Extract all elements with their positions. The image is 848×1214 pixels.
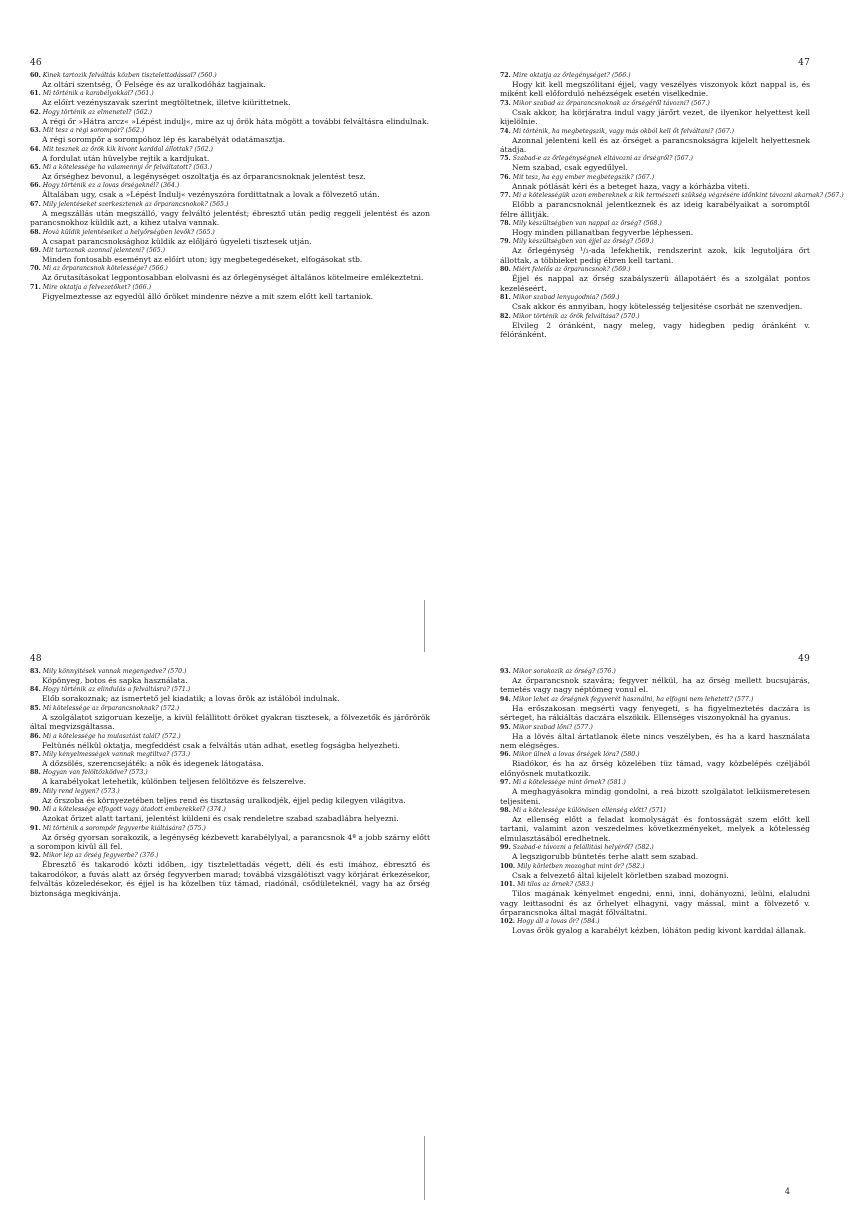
page-body	[500, 668, 810, 937]
qa-entry	[500, 844, 810, 861]
question-text: Mi a kötelessége különösen ellenség előtt? (571)	[512, 807, 666, 815]
qa-entry	[500, 128, 810, 155]
question-line	[500, 72, 810, 80]
answer-text: Az őrutasításokat legpontosabban elolvasni és az őrlegénységet általános kötelmeire emlékeztetni.	[42, 273, 424, 283]
question-text: Mikor szabad az őrparancsnoknak az őrségéről távozni? (567.)	[512, 99, 710, 107]
answer-text: Azokat őrizet alatt tartani, jelentést küldeni és csak rendeletre szabad szabadlábra helyezni.	[42, 814, 399, 824]
question-text: Mi történik a sorompőr fegyverbe kiáltására? (575.)	[42, 824, 206, 832]
qa-entry	[500, 881, 810, 917]
qa-entry	[500, 220, 810, 237]
answer-text: Általában ugy, csak a »Lépést Indulj« vezényszóra fordittatnak a lovak a fölvezető után.	[42, 190, 380, 200]
page-48	[30, 654, 430, 1214]
signature-mark: 4	[784, 1187, 790, 1196]
question-line	[30, 265, 430, 273]
question-text: Mi a kötelessége ha valamennyi őr felváltatott? (563.)	[42, 164, 212, 172]
answer-text: Éjjel és nappal az őrség szabályszerü állapotáért és a szolgálat pontos kezeléseért.	[500, 274, 810, 293]
question-text: Mi tilos az őrnek? (583.)	[517, 881, 594, 889]
question-line	[500, 155, 810, 163]
question-line	[30, 668, 430, 676]
qa-entry	[500, 238, 810, 265]
qa-entry	[30, 164, 430, 181]
qa-entry	[30, 229, 430, 246]
question-text: Mikor ülnek a lovas őrségek lóra? (580.)	[512, 751, 640, 759]
qa-entry	[500, 807, 810, 843]
answer-text: Az őrszoba és környezetében teljes rend és tisztaság uralkodjék, éjjel pedig kilegyen világitva.	[42, 795, 406, 805]
gutter-line	[424, 1136, 425, 1200]
qa-entry	[500, 174, 810, 191]
question-line	[30, 201, 430, 209]
qa-entry	[30, 201, 430, 228]
answer-text: A legszigorubb büntetés terhe alatt sem szabad.	[512, 852, 699, 862]
question-text: Mily körletben mozoghat mint őr? (582.)	[517, 862, 645, 870]
page-number: 49	[798, 654, 810, 664]
qa-entry	[30, 705, 430, 732]
question-text: Hogy történik ez a lovas őrségeknél? (364.)	[42, 182, 180, 190]
question-text: Mily készültségben van éjjel az őrség? (569.)	[512, 238, 654, 246]
question-text: Mit tesznek az őrök kik kivont karddal állottak? (562.)	[42, 145, 213, 153]
qa-entry	[500, 72, 810, 99]
question-text: Mily rend legyen? (573.)	[42, 787, 120, 795]
question-line	[500, 863, 810, 871]
answer-text: A karabélyokat letehetik, különben teljesen felöltözve és felszerelve.	[42, 777, 306, 787]
question-text: Mi az őrparancsnok kötelessége? (566.)	[42, 265, 168, 273]
question-number: 63.	[30, 127, 41, 135]
question-text: Mit tesz a régi sorompór? (562.)	[42, 127, 145, 135]
page-47	[500, 58, 844, 618]
question-number: 102.	[500, 918, 516, 926]
qa-entry	[30, 825, 430, 852]
question-text: Mikor lép az őrség fegyverbe? (376.)	[42, 852, 159, 860]
page-body	[500, 72, 844, 340]
question-text: Hogy történik az elmenetel? (562.)	[42, 108, 153, 116]
answer-text: A régi őr »Hátra arcz« »Lépést indulj«, mire az uj őrök háta mögött a további felváltásra elindulnak.	[42, 116, 429, 126]
answer-text: A dőzsölés, szerencsejáték: a nők és idegenek látogatása.	[42, 759, 264, 769]
answer-text: Csak a felvezető által kijelelt körletben szabad mozogni.	[512, 870, 729, 880]
question-line	[30, 229, 430, 237]
question-number: 100.	[500, 862, 516, 870]
question-line	[500, 779, 810, 787]
question-number: 88.	[30, 769, 41, 777]
question-line	[30, 164, 430, 172]
question-line	[500, 696, 810, 704]
question-line	[30, 686, 430, 694]
question-line	[500, 668, 810, 676]
question-text: Mikor lehet az őrségnek fegyverét használni, ha elfogni nem lehetett? (577.)	[512, 695, 754, 703]
answer-text: A fordulat után hüvelybe rejtik a kardjukat.	[42, 153, 210, 163]
question-text: Mikor sorakozik az őrség? (576.)	[512, 668, 616, 675]
answer-text: Ha a lövés által ártatlanok élete nincs veszélyben, és ha a kard használata nem elégséges.	[500, 731, 810, 751]
question-line	[30, 146, 430, 154]
answer-text: A csapat parancsnoksághoz küldik az előljáró ügyeleti tisztesek utján.	[42, 236, 312, 246]
question-number: 76.	[500, 173, 511, 181]
question-number: 84.	[30, 686, 41, 694]
question-line	[500, 724, 810, 732]
question-text: Mire oktatja az őrlegénységet? (566.)	[512, 72, 631, 79]
question-line	[500, 128, 810, 136]
question-text: Kinek tartozik felváltás közben tisztelettadással? (560.)	[42, 72, 217, 79]
question-line	[30, 284, 430, 292]
answer-text: Az előírt vezényszavak szerint megtöltetnek, illetve kiürittetnek.	[42, 98, 291, 108]
gutter-line	[424, 600, 425, 652]
question-number: 79.	[500, 238, 511, 246]
question-number: 77.	[500, 192, 511, 200]
answer-text: Riadókor, és ha az őrség közelében tüz támad, vagy közbelépés czéljából előnyösnek mutatkozik.	[500, 759, 810, 778]
page-body	[30, 72, 430, 302]
answer-text: Az őrség gyorsan sorakozik, a legénység kézbevett karabélylyal, a parancsnok 4ª a jobb szárny előtt a sorompon kivül áll fel.	[30, 832, 430, 852]
question-line	[30, 825, 430, 833]
qa-entry	[30, 127, 430, 144]
question-text: Mit tesz, ha egy ember megbetegszik? (567.)	[512, 173, 655, 181]
question-line	[30, 247, 430, 255]
question-number: 91.	[30, 824, 41, 832]
question-line	[30, 751, 430, 759]
question-number: 99.	[500, 844, 511, 852]
question-text: Mi történik, ha megbetegszik, vagy más okból kell őt felváltani? (567.)	[512, 127, 735, 135]
qa-entry	[30, 284, 430, 301]
qa-entry	[30, 751, 430, 768]
qa-entry	[30, 146, 430, 163]
question-number: 73.	[500, 99, 511, 107]
question-number: 72.	[500, 72, 511, 79]
answer-text: Feltünés nélkül oktatja, megfeddést csak a felváltás után adhat, esetleg fogságba helyezheti.	[42, 740, 400, 750]
answer-text: Hogy kit kell megszólitani éjjel, vagy veszélyes viszonyok közt nappal is, és miként kell előforduló nehézségek esetén viselkednie.	[500, 80, 810, 99]
question-text: Hogy áll a lovas őr? (584.)	[517, 918, 600, 926]
question-text: Mi a kötelességük azon embereknek a kik természeti szükség végzésére időnkint távozni akarnak? (567.)	[512, 192, 844, 200]
question-line	[30, 788, 430, 796]
question-line	[500, 751, 810, 759]
qa-entry	[500, 266, 810, 293]
question-line	[500, 918, 810, 926]
question-number: 64.	[30, 145, 41, 153]
qa-entry	[500, 192, 844, 219]
question-line	[500, 100, 810, 108]
question-text: Hogyan van felöltözködve? (573.)	[42, 769, 148, 777]
question-number: 94.	[500, 695, 511, 703]
answer-text: A szolgálatot szigoruan kezelje, a kivül felállitott őröket gyakran tisztesek, a fölvezetők és járőrörök által megvizsgáltassa.	[30, 712, 430, 732]
question-line	[500, 220, 810, 228]
question-number: 75.	[500, 155, 511, 163]
question-number: 93.	[500, 668, 511, 675]
qa-entry	[30, 247, 430, 264]
question-number: 65.	[30, 164, 41, 172]
question-text: Mikor szabad lenyugodnia? (569.)	[512, 294, 620, 302]
qa-entry	[30, 109, 430, 126]
question-line	[30, 733, 430, 741]
qa-entry	[500, 155, 810, 172]
answer-text: Köpönyeg, botos és sapka használata.	[42, 676, 188, 685]
question-text: Miért felelős az őrparancsnok? (569.)	[512, 266, 631, 274]
question-line	[30, 90, 430, 98]
qa-entry	[30, 852, 430, 898]
question-line	[500, 313, 810, 321]
qa-entry	[500, 918, 810, 935]
question-line	[30, 127, 430, 135]
qa-entry	[30, 788, 430, 805]
answer-text: Ébresztő és takarodó közti időben, igy tisztelettadás végett, déli és esti imához, ébresztő és takarodókor, a fuvás alatt az őrség fegyverben marad; továbbá vizsgálótiszt vagy körjárat érkezésekor, felváltás közeledésekor, és éjjel is ha közelben tüz támad, riadónál, csődületeknél, vagy ha az őrség biztonsága megkivánja.	[30, 860, 430, 898]
answer-text: Figyelmeztesse az egyedül álló őröket mindenre nézve a mit szem előtt kell tartaniok.	[42, 291, 374, 301]
question-text: Mily könnyitések vannak megengedve? (570.)	[42, 668, 187, 675]
question-line	[500, 238, 810, 246]
answer-text: Annak pótlását kéri és a beteget haza, vagy a kórházba viteti.	[512, 181, 750, 191]
question-number: 90.	[30, 806, 41, 814]
question-number: 95.	[500, 723, 511, 731]
question-number: 78.	[500, 220, 511, 228]
qa-entry	[500, 313, 810, 340]
answer-text: Csak akkor, ha körjáratra indul vagy járőrt vezet, de ilyenkor helyettest kell kijelölnie.	[500, 107, 810, 127]
qa-entry	[500, 751, 810, 778]
answer-text: A régi sorompőr a sorompóhoz lép és karabélyát odatámasztja.	[42, 135, 286, 145]
question-line	[30, 769, 430, 777]
question-number: 85.	[30, 704, 41, 712]
question-line	[30, 109, 430, 117]
answer-text: Lovas őrök gyalog a karabélyt kézben, lóháton pedig kivont karddal állanak.	[512, 926, 807, 936]
question-number: 87.	[30, 751, 41, 759]
question-number: 81.	[500, 294, 511, 302]
page-49	[500, 654, 810, 1214]
question-line	[500, 844, 810, 852]
question-text: Mily készültségben van nappal az őrség? (568.)	[512, 220, 662, 228]
qa-entry	[30, 668, 430, 685]
answer-text: A meghagyásokra mindig gondolni, a reá bizott szolgálatot lelkiismeretesen teljesiteni.	[500, 787, 810, 806]
question-line	[500, 807, 810, 815]
answer-text: Az ellenség előtt a feladat komolyságát és fontosságát szem előtt kell tartani, valamint azon veszedelmes következményeket, melyek a kötelesség elmulasztásából eredhetnek.	[500, 815, 810, 843]
question-number: 60.	[30, 72, 41, 79]
qa-entry	[30, 90, 430, 107]
qa-entry	[500, 779, 810, 806]
question-line	[30, 806, 430, 814]
question-number: 86.	[30, 732, 41, 740]
answer-text: Csak akkor és annyiban, hogy kötelesség teljesitése csorbát ne szenvedjen.	[512, 302, 803, 312]
question-text: Mi a kötelessége mint őrnek? (581.)	[512, 779, 626, 787]
answer-text: Hogy minden pillanatban fegyverbe léphessen.	[512, 228, 694, 238]
question-text: Mi a kötelessége elfogott vagy átadott emberekkel? (374.)	[42, 806, 226, 814]
page-number: 47	[798, 58, 810, 68]
question-number: 70.	[30, 265, 41, 273]
question-text: Mit tartoznak azonnal jelenteni? (565.)	[42, 247, 166, 255]
question-text: Mi történik a karabélyokkal? (561.)	[42, 90, 154, 98]
question-number: 82.	[500, 312, 511, 320]
qa-entry	[30, 182, 430, 199]
answer-text: Elvileg 2 óránként, nagy meleg, vagy hidegben pedig óránként v. félóránként.	[500, 320, 810, 339]
answer-text: A megszállás után megszálló, vagy felváltó jelentést; ébresztő után pedig reggeli jelentést és azon parancsnokhoz küldik azt, a kihez utalva vannak.	[30, 208, 430, 228]
answer-text: Ha erőszakosan megsérti vagy fenyegeti, s ha figyelmeztetés daczára is sérteget, ha rákiáltás daczára elszökik. Ellenséges viszonyoknál ha gyanus.	[500, 703, 810, 723]
qa-entry	[500, 724, 810, 751]
question-number: 68.	[30, 228, 41, 236]
question-number: 69.	[30, 247, 41, 255]
page-body	[30, 668, 430, 899]
question-line	[30, 705, 430, 713]
question-text: Szabad-e az őrlegénységnek eltávozni az őrségről? (567.)	[512, 155, 693, 163]
question-line	[500, 881, 810, 889]
answer-text: Előb sorakoznak; az ismertető jel kiadatik; a lovas őrök az istálóból indulnak.	[42, 694, 340, 704]
question-text: Mily kényelmességek vannak megtiltva? (573.)	[42, 751, 190, 759]
qa-entry	[500, 668, 810, 695]
question-number: 83.	[30, 668, 41, 675]
question-text: Mire oktatja a felvezetőket? (566.)	[42, 283, 152, 291]
qa-entry	[30, 72, 430, 89]
answer-text: Minden fontosabb eseményt az előírt uton; igy megbetegedéseket, elfogásokat stb.	[42, 255, 363, 265]
question-number: 67.	[30, 200, 41, 208]
qa-entry	[30, 769, 430, 786]
question-number: 62.	[30, 108, 41, 116]
page-number: 48	[30, 654, 42, 664]
question-line	[500, 294, 810, 302]
qa-entry	[500, 294, 810, 311]
answer-text: Előbb a parancsnoknál jelentkeznek és az ideig karabélyaikat a soromptől félre állitják.	[500, 200, 810, 219]
question-text: Mikor történik az őrök felváltása? (570.)	[512, 312, 640, 320]
page-46	[30, 58, 430, 618]
question-line	[30, 182, 430, 190]
answer-text: Azonnal jelenteni kell és az őrséget a parancsnokságra kijelelt helyettesnek átadja.	[500, 135, 810, 155]
question-number: 80.	[500, 266, 511, 274]
answer-text: Az oltári szentség, Ő Felsége és az uralkodóház tagjainak.	[42, 80, 266, 89]
question-number: 96.	[500, 751, 511, 759]
question-number: 89.	[30, 787, 41, 795]
qa-entry	[30, 806, 430, 823]
question-text: Hogy történik az elindulás a felváltásra? (571.)	[42, 686, 191, 694]
question-number: 61.	[30, 90, 41, 98]
answer-text: Tilos magának kényelmet engedni, enni, inni, dohányozni, leülni, elaludni vagy leittasodni és az őrhelyet elhagyni, vagy mással, mint a fölvezető v. őrparancsnoka által magát főlváltatni.	[500, 889, 810, 917]
question-text: Mily jelentéseket szerkesztenek az őrparancsnokok? (565.)	[42, 200, 229, 208]
qa-entry	[30, 265, 430, 282]
question-text: Szabad-e távozni a felállitási helyéről? (582.)	[512, 844, 654, 852]
question-number: 71.	[30, 283, 41, 291]
question-line	[500, 266, 810, 274]
answer-text: Az őrparancsnok szavára; fegyver nélkül, ha az őrség mellett bucsujárás, temetés vagy nagy néptömeg vonul el.	[500, 676, 810, 695]
question-line	[30, 852, 430, 860]
qa-entry	[30, 686, 430, 703]
question-text: Mi a kötelessége ha mulasztást talál? (572.)	[42, 732, 181, 740]
question-line	[500, 192, 844, 200]
qa-entry	[500, 863, 810, 880]
qa-entry	[30, 733, 430, 750]
qa-entry	[500, 696, 810, 723]
question-number: 66.	[30, 182, 41, 190]
question-number: 101.	[500, 881, 516, 889]
question-text: Mikor szabad lőni? (577.)	[512, 723, 593, 731]
question-text: Mi kötelessége az őrparancsnoknak? (572.)	[42, 704, 180, 712]
question-line	[500, 174, 810, 182]
question-number: 98.	[500, 807, 511, 815]
question-number: 74.	[500, 127, 511, 135]
question-number: 97.	[500, 779, 511, 787]
question-number: 92.	[30, 852, 41, 860]
answer-text: Az őrséghez bevonul, a legénységet oszoltatja és az őrparancsnoknak jelentést tesz.	[42, 172, 366, 182]
page-number: 46	[30, 58, 42, 68]
qa-entry	[500, 100, 810, 127]
answer-text: Az őrlegénység ¹/₃-ada lefekhetik, rendszerint azok, kik legutoljára őrt állottak, a többieket pedig ébren kell tartani.	[500, 246, 810, 265]
answer-text: Nem szabad, csak egyedűlyel.	[512, 163, 628, 173]
question-line	[30, 72, 430, 80]
question-text: Hová küldik jelentéseiket a helyőrségben levők? (565.)	[42, 228, 215, 236]
